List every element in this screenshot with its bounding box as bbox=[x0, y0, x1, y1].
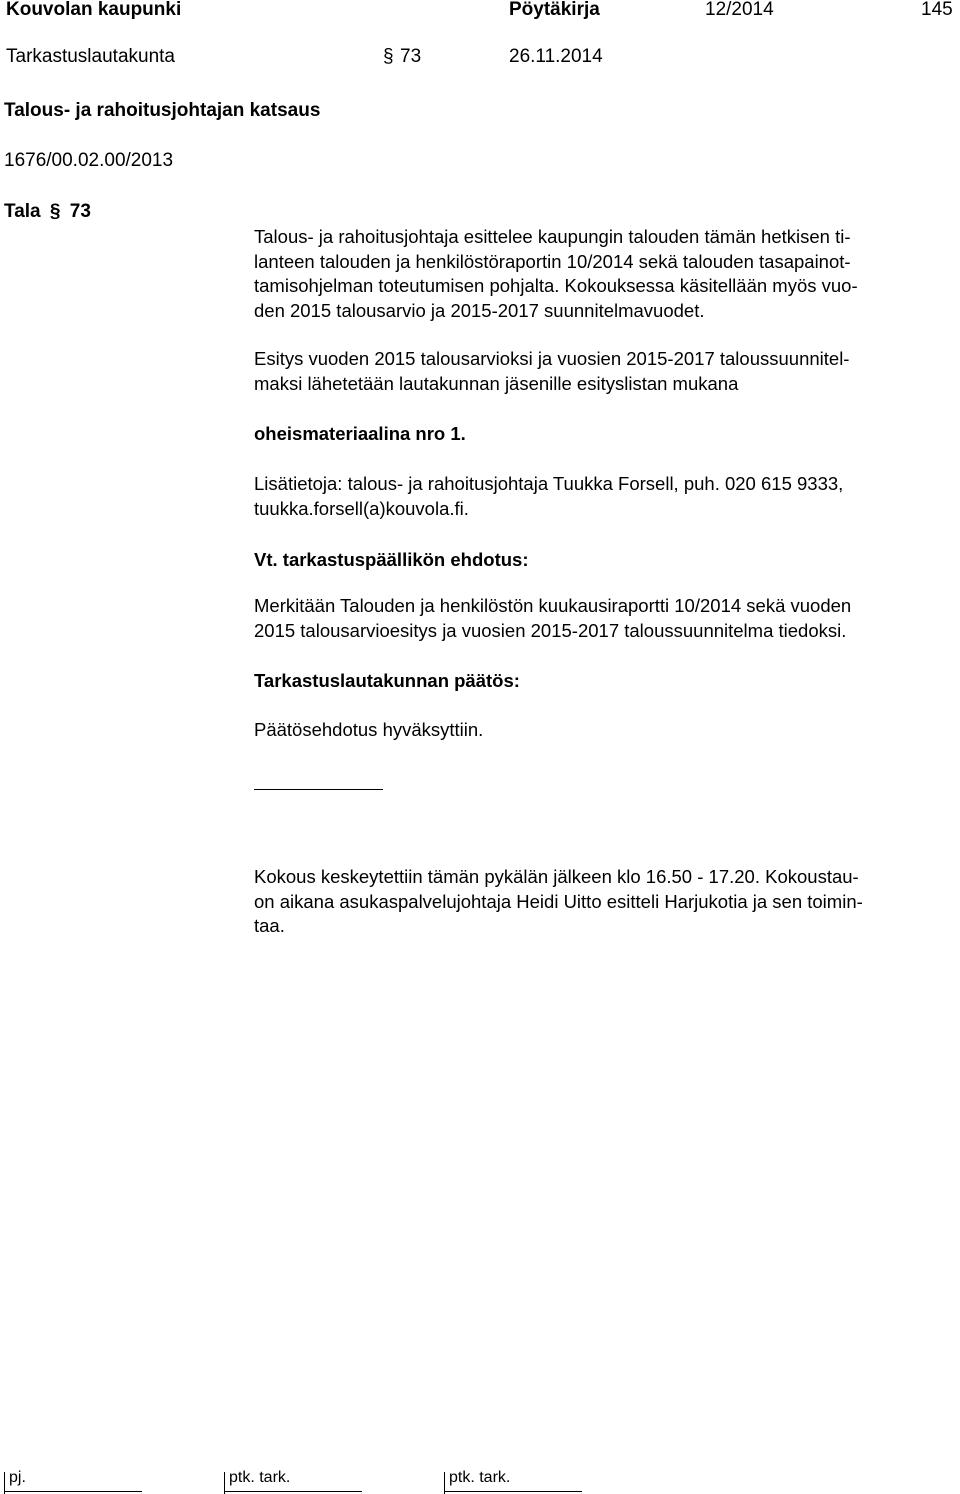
tala-number: 73 bbox=[69, 201, 91, 222]
section-symbol: § bbox=[383, 46, 394, 67]
record-number: 1676/00.02.00/2013 bbox=[4, 150, 174, 171]
committee-name: Tarkastuslautakunta bbox=[6, 46, 175, 67]
tala-label-text: Tala bbox=[4, 201, 41, 222]
intro-paragraph bbox=[254, 225, 950, 323]
note-line: on aikana asukaspalvelujohtaja Heidi Uitto esitteli Harjukotia ja sen toimin- bbox=[254, 890, 863, 912]
tala-section-symbol: § bbox=[49, 201, 61, 222]
proposal-text-line: Merkitään Talouden ja henkilöstön kuukausiraportti 10/2014 sekä vuoden bbox=[254, 595, 852, 616]
chair-initials-label: pj. bbox=[9, 1469, 26, 1486]
tala-label bbox=[4, 201, 91, 223]
intro-line: lanteen talouden ja henkilöstöraportin 10/2014 sekä talouden tasapainot- bbox=[254, 250, 851, 272]
document-type: Pöytäkirja bbox=[509, 0, 600, 20]
organization-name: Kouvolan kaupunki bbox=[6, 0, 182, 20]
info-line: tuukka.forsell(a)kouvola.fi. bbox=[254, 497, 469, 519]
checker1-initials-label: ptk. tark. bbox=[229, 1469, 291, 1486]
checker2-initials-label: ptk. tark. bbox=[449, 1469, 511, 1486]
section-number: 73 bbox=[400, 46, 422, 67]
chair-initials-line bbox=[4, 1491, 142, 1492]
budget-proposal-paragraph bbox=[254, 347, 950, 396]
attachment-note: oheismateriaalina nro 1. bbox=[254, 423, 466, 444]
note-line: taa. bbox=[254, 915, 285, 936]
item-title: Talous- ja rahoitusjohtajan katsaus bbox=[4, 100, 321, 121]
intro-line: den 2015 talousarvio ja 2015-2017 suunnitelmavuodet. bbox=[254, 299, 705, 321]
budget-proposal-line: maksi lähetetään lautakunnan jäsenille esityslistan mukana bbox=[254, 372, 739, 394]
intro-line: Talous- ja rahoitusjohtaja esittelee kaupungin talouden tämän hetkisen ti- bbox=[254, 226, 851, 247]
decision-heading: Tarkastuslautakunnan päätös: bbox=[254, 670, 520, 691]
checker1-initials-line bbox=[224, 1491, 362, 1492]
proposal-text-line: 2015 talousarvioesitys ja vuosien 2015-2017 taloussuunnitelma tiedoksi. bbox=[254, 619, 847, 641]
separator-line bbox=[254, 789, 383, 790]
meeting-date: 26.11.2014 bbox=[509, 46, 603, 67]
proposal-text bbox=[254, 594, 950, 643]
meeting-break-note bbox=[254, 865, 950, 939]
issue-number: 12/2014 bbox=[705, 0, 774, 20]
info-paragraph bbox=[254, 472, 950, 521]
budget-proposal-line: Esitys vuoden 2015 talousarvioksi ja vuosien 2015-2017 taloussuunnitel- bbox=[254, 348, 850, 369]
proposal-heading: Vt. tarkastuspäällikön ehdotus: bbox=[254, 549, 529, 570]
intro-line: tamisohjelman toteutumisen pohjalta. Kokouksessa käsitellään myös vuo- bbox=[254, 275, 858, 296]
decision-text: Päätösehdotus hyväksyttiin. bbox=[254, 719, 484, 740]
note-line: Kokous keskeytettiin tämän pykälän jälkeen klo 16.50 - 17.20. Kokoustau- bbox=[254, 866, 859, 887]
info-line: Lisätietoja: talous- ja rahoitusjohtaja Tuukka Forsell, puh. 020 615 9333, bbox=[254, 473, 844, 494]
checker2-initials-line bbox=[444, 1491, 582, 1492]
page-number: 145 bbox=[921, 0, 953, 20]
